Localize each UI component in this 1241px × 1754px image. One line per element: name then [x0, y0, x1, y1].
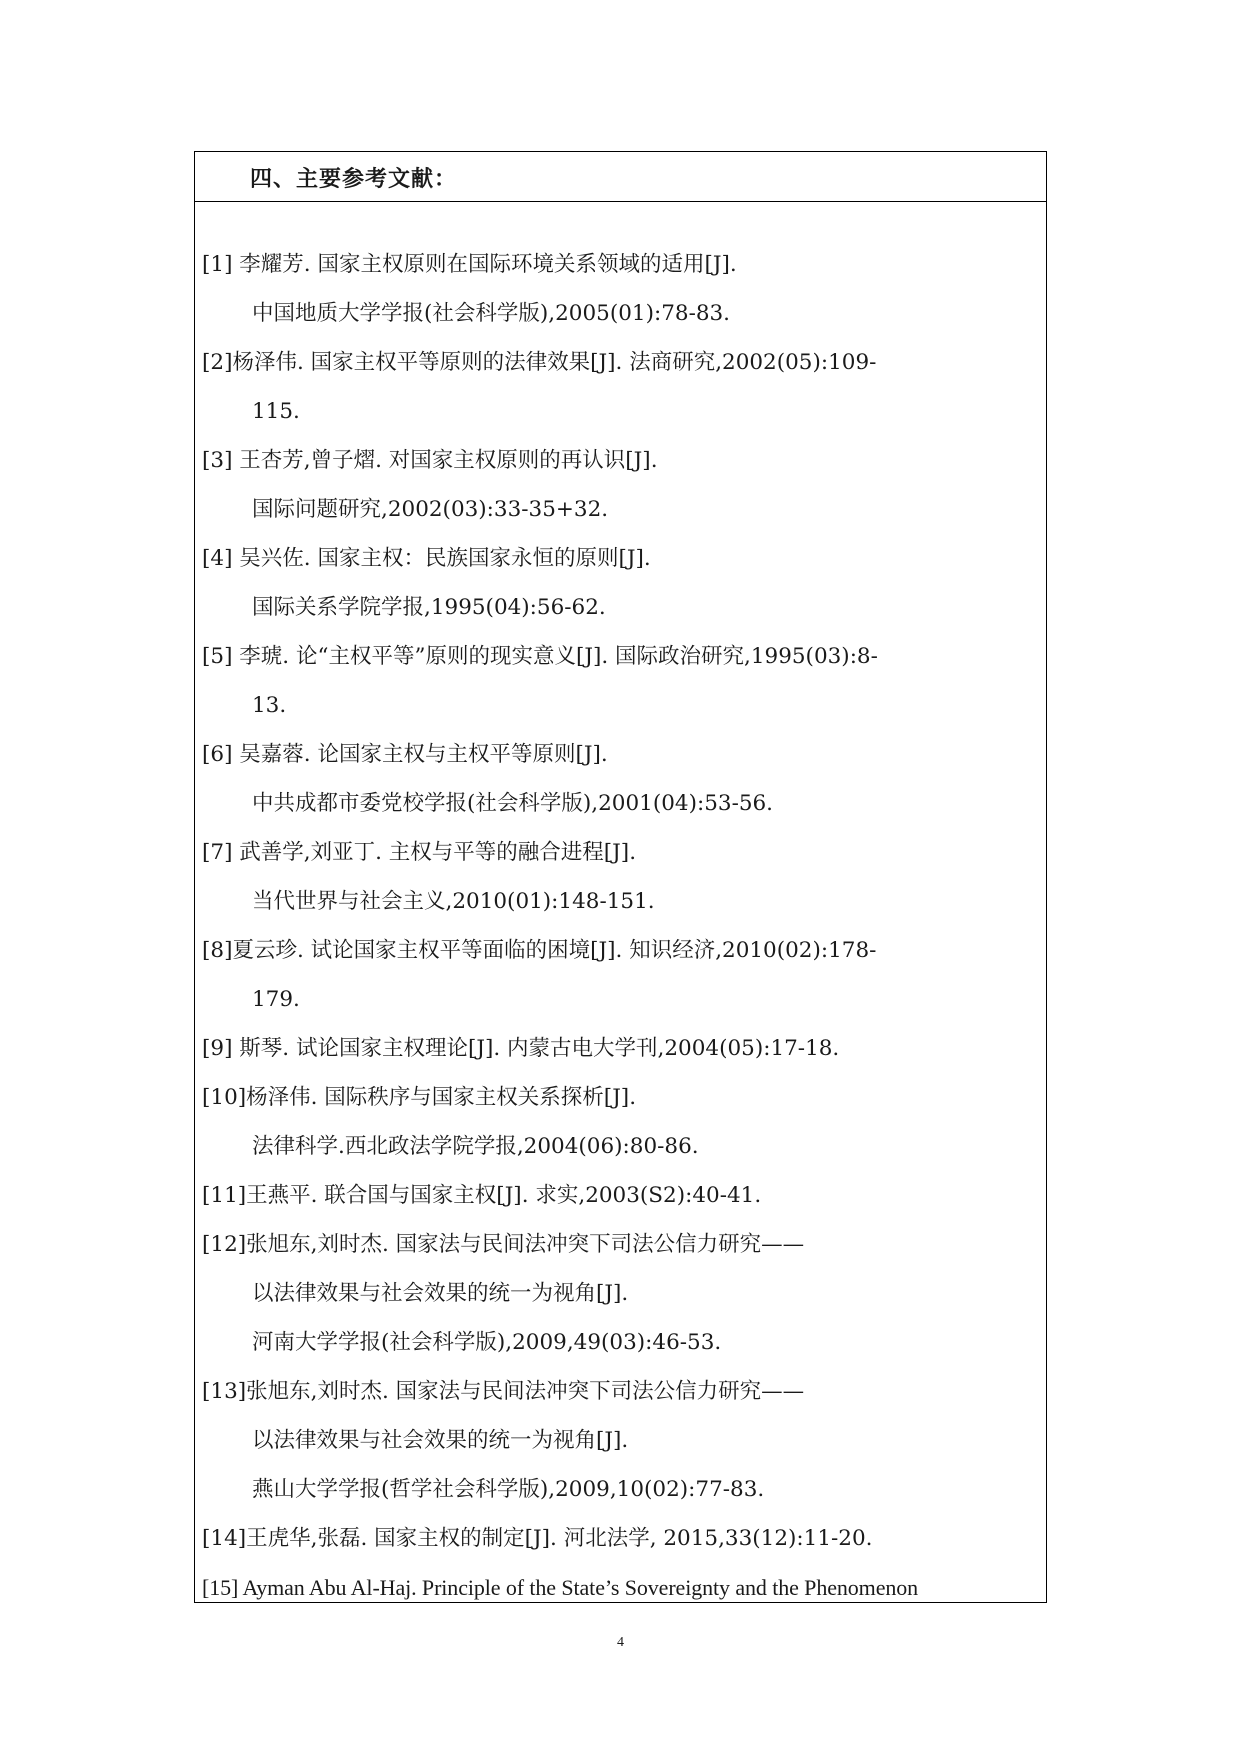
- reference-entry: [7] 武善学,刘亚丁. 主权与平等的融合进程[J].: [202, 840, 637, 865]
- section-title: 四、主要参考文献：: [250, 167, 458, 192]
- reference-list: [202, 240, 1042, 1612]
- reference-entry: [13]张旭东,刘时杰. 国家法与民间法冲突下司法公信力研究——: [202, 1379, 805, 1404]
- reference-entry: [15] Ayman Abu Al-Haj. Principle of the State’s Sovereignty and the Phenomenon: [202, 1575, 919, 1600]
- reference-entry: [14]王虎华,张磊. 国家主权的制定[J]. 河北法学, 2015,33(12):11-20.: [202, 1526, 873, 1551]
- reference-continuation: 河南大学学报(社会科学版),2009,49(03):46-53.: [252, 1330, 722, 1355]
- reference-entry: [3] 王杏芳,曾子熠. 对国家主权原则的再认识[J].: [202, 448, 658, 473]
- references-header-row: [195, 152, 1046, 202]
- reference-entry: [10]杨泽伟. 国际秩序与国家主权关系探析[J].: [202, 1085, 637, 1110]
- reference-entry: [2]杨泽伟. 国家主权平等原则的法律效果[J]. 法商研究,2002(05):109-: [202, 350, 877, 375]
- reference-continuation: 国际问题研究,2002(03):33-35+32.: [252, 497, 609, 522]
- reference-continuation: 当代世界与社会主义,2010(01):148-151.: [252, 889, 655, 914]
- references-table: [194, 151, 1047, 1603]
- reference-continuation: 国际关系学院学报,1995(04):56-62.: [252, 595, 606, 620]
- reference-continuation: 115.: [252, 399, 300, 424]
- reference-entry: [12]张旭东,刘时杰. 国家法与民间法冲突下司法公信力研究——: [202, 1232, 805, 1257]
- reference-entry: [1] 李耀芳. 国家主权原则在国际环境关系领域的适用[J].: [202, 252, 737, 277]
- reference-continuation: 以法律效果与社会效果的统一为视角[J].: [252, 1428, 629, 1453]
- reference-entry: [9] 斯琴. 试论国家主权理论[J]. 内蒙古电大学刊,2004(05):17-18.: [202, 1036, 840, 1061]
- reference-entry: [11]王燕平. 联合国与国家主权[J]. 求实,2003(S2):40-41.: [202, 1183, 762, 1208]
- reference-continuation: 中国地质大学学报(社会科学版),2005(01):78-83.: [252, 301, 731, 326]
- reference-entry: [4] 吴兴佐. 国家主权：民族国家永恒的原则[J].: [202, 546, 651, 571]
- reference-entry: [8]夏云珍. 试论国家主权平等面临的困境[J]. 知识经济,2010(02):178-: [202, 938, 877, 963]
- reference-continuation: 法律科学.西北政法学院学报,2004(06):80-86.: [252, 1134, 699, 1159]
- reference-entry: [6] 吴嘉蓉. 论国家主权与主权平等原则[J].: [202, 742, 608, 767]
- reference-continuation: 中共成都市委党校学报(社会科学版),2001(04):53-56.: [252, 791, 774, 816]
- reference-continuation: 13.: [252, 693, 287, 718]
- reference-entry: [5] 李琥. 论“主权平等”原则的现实意义[J]. 国际政治研究,1995(03):8-: [202, 644, 878, 669]
- page-number: 4: [617, 1635, 624, 1650]
- reference-continuation: 以法律效果与社会效果的统一为视角[J].: [252, 1281, 629, 1306]
- reference-continuation: 179.: [252, 987, 300, 1012]
- reference-continuation: 燕山大学学报(哲学社会科学版),2009,10(02):77-83.: [252, 1477, 765, 1502]
